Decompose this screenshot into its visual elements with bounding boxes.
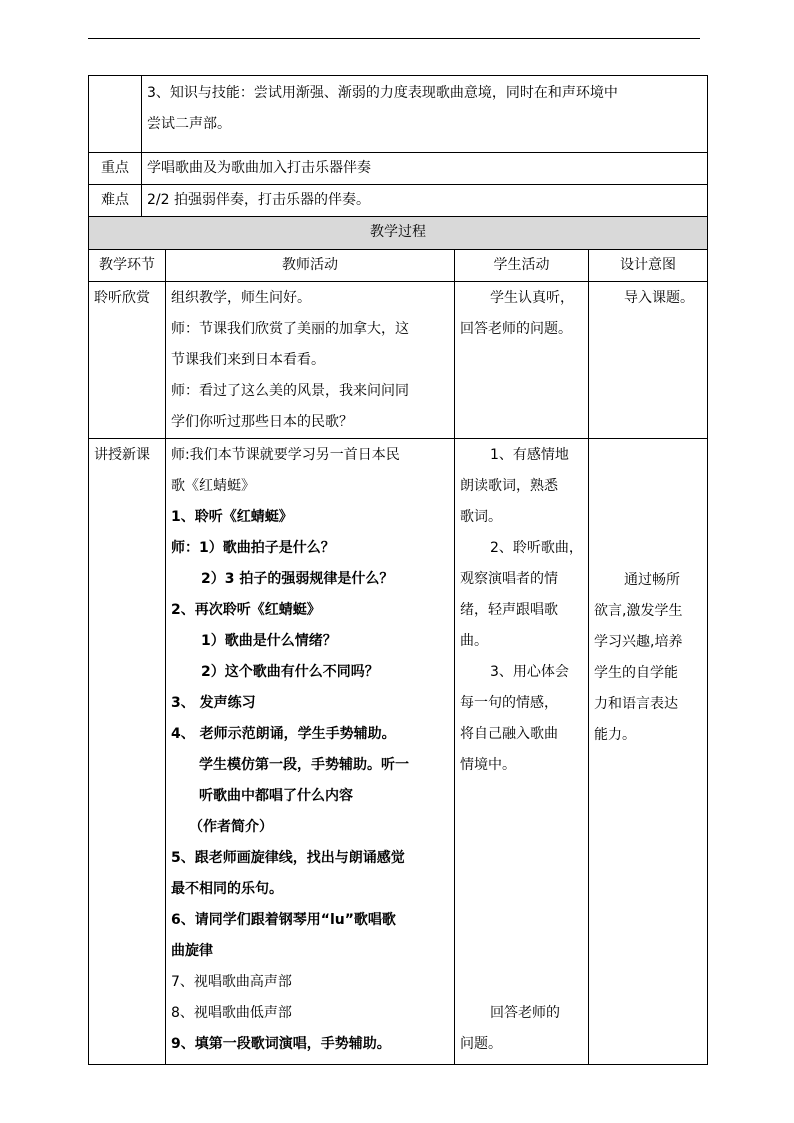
teacher-line: 学们你听过那些日本的民歌？	[171, 414, 353, 430]
teacher-line: 8、视唱歌曲低声部	[171, 1005, 292, 1021]
process-header-row	[89, 217, 708, 250]
teacher-line: 师：1）歌曲拍子是什么？	[171, 540, 335, 556]
teacher-line: 2）3 拍子的强弱规律是什么？	[201, 571, 394, 587]
difficulty-label: 难点	[89, 185, 142, 217]
teacher-line: 2、再次聆听《红蜻蜓》	[171, 602, 321, 618]
teacher-line: 2）这个歌曲有什么不同吗？	[201, 664, 379, 680]
intent-line: 学生的自学能	[594, 665, 678, 681]
column-header-teacher: 教师活动	[166, 250, 455, 282]
student-line: 回答老师的	[490, 1005, 560, 1021]
table-row	[89, 282, 708, 439]
column-header-intent: 设计意图	[589, 250, 708, 282]
column-header-stage: 教学环节	[89, 250, 166, 282]
process-header: 教学过程	[89, 217, 708, 250]
student-line: 观察演唱者的情	[460, 571, 558, 587]
student-line: 曲。	[460, 633, 488, 649]
student-line: 绪，轻声跟唱歌	[460, 602, 558, 618]
stage-cell: 聆听欣赏	[89, 282, 166, 439]
student-line: 情境中。	[460, 757, 516, 773]
intent-line: 导入课题。	[624, 290, 694, 306]
intent-line: 通过畅所	[624, 572, 680, 588]
student-line: 问题。	[460, 1036, 502, 1052]
teacher-line: 3、 发声练习	[171, 695, 256, 711]
goals-row	[89, 76, 708, 153]
teacher-line: 最不相同的乐句。	[171, 881, 283, 897]
intent-cell	[589, 439, 708, 1065]
teacher-line: 歌《红蜻蜓》	[171, 478, 255, 494]
teacher-line: 听歌曲中都唱了什么内容	[199, 788, 353, 804]
difficulty-text: 2/2 拍强弱伴奏，打击乐器的伴奏。	[142, 185, 708, 217]
student-activity-cell	[455, 439, 589, 1065]
teacher-line: 师：看过了这么美的风景，我来问问同	[171, 383, 409, 399]
teacher-activity-cell	[166, 282, 455, 439]
goals-cell	[142, 76, 708, 153]
teacher-line: 9、填第一段歌词演唱，手势辅助。	[171, 1036, 391, 1052]
teacher-activity-cell	[166, 439, 455, 1065]
key-point-row	[89, 153, 708, 185]
student-line: 回答老师的问题。	[460, 321, 572, 337]
teacher-line: 5、跟老师画旋律线，找出与朗诵感觉	[171, 850, 405, 866]
teacher-line: 组织教学，师生问好。	[171, 290, 311, 306]
teacher-line: 曲旋律	[171, 943, 213, 959]
teacher-line: 节课我们来到日本看看。	[171, 352, 325, 368]
goal-3-line-2: 尝试二声部。	[147, 116, 231, 132]
teacher-line: 1、聆听《红蜻蜓》	[171, 509, 293, 525]
teacher-line: 1）歌曲是什么情绪？	[201, 633, 337, 649]
teacher-line: 学生模仿第一段，手势辅助。听一	[199, 757, 409, 773]
difficulty-row	[89, 185, 708, 217]
intent-line: 力和语言表达	[594, 696, 678, 712]
key-point-text: 学唱歌曲及为歌曲加入打击乐器伴奏	[142, 153, 708, 185]
intent-line: 能力。	[594, 727, 636, 743]
goal-3-line-1: 3、知识与技能：尝试用渐强、渐弱的力度表现歌曲意境，同时在和声环境中	[147, 85, 618, 101]
teacher-line: 师:我们本节课就要学习另一首日本民	[171, 447, 400, 463]
teacher-line: 6、请同学们跟着钢琴用“lu”歌唱歌	[171, 912, 396, 928]
teacher-line: （作者简介）	[189, 819, 273, 835]
student-line: 每一句的情感，	[460, 695, 558, 711]
goals-label-cell	[89, 76, 142, 153]
student-line: 朗读歌词，熟悉	[460, 478, 558, 494]
intent-cell	[589, 282, 708, 439]
student-line: 将自己融入歌曲	[460, 726, 558, 742]
stage-cell: 讲授新课	[89, 439, 166, 1065]
student-line: 2、聆听歌曲，	[490, 540, 583, 556]
column-header-row	[89, 250, 708, 282]
table-row	[89, 439, 708, 1065]
header-rule	[88, 38, 700, 39]
teacher-line: 7、视唱歌曲高声部	[171, 974, 292, 990]
student-line: 3、用心体会	[490, 664, 569, 680]
intent-line: 欲言,激发学生	[594, 603, 683, 619]
column-header-student: 学生活动	[455, 250, 589, 282]
student-activity-cell	[455, 282, 589, 439]
key-point-label: 重点	[89, 153, 142, 185]
student-line: 学生认真听，	[490, 290, 574, 306]
teacher-line: 师：节课我们欣赏了美丽的加拿大，这	[171, 321, 409, 337]
intent-line: 学习兴趣,培养	[594, 634, 683, 650]
teacher-line: 4、 老师示范朗诵，学生手势辅助。	[171, 726, 396, 742]
student-line: 1、有感情地	[490, 447, 569, 463]
student-line: 歌词。	[460, 509, 502, 525]
lesson-plan-table	[88, 75, 708, 1065]
